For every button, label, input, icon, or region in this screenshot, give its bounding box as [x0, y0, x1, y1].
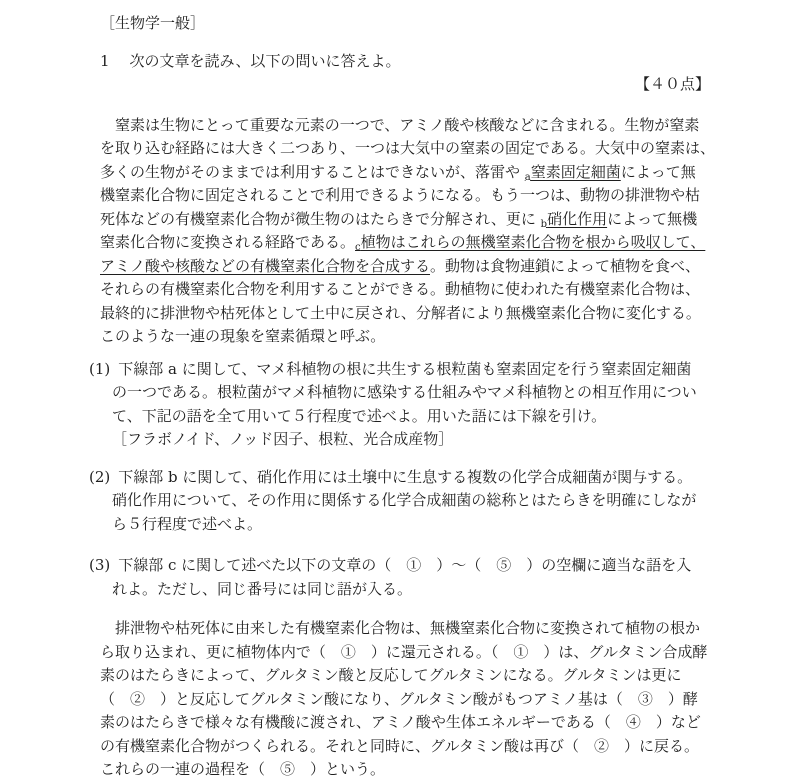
underlined-term-b-text: 硝化作用 — [547, 209, 608, 228]
question-2-text-1: 下線部 b に関して、硝化作用には土壌中に生息する複数の化学合成細菌が関与する。 — [118, 467, 693, 486]
question-1-line-1 — [89, 358, 718, 382]
question-2-line-3: ら５行程度で述べよ。 — [112, 514, 263, 533]
passage-line-9: 最終的に排泄物や枯死体として土中に戻され、分解者により無機窒素化合物に変化する。 — [100, 303, 701, 322]
passage-line-7 — [100, 255, 718, 279]
passage-line-6-pre: 窒素化合物に変換される経路である。 — [100, 233, 356, 251]
passage-line-10: このような一連の現象を窒素循環と呼ぶ。 — [100, 327, 386, 345]
subscript-a: a — [524, 171, 531, 183]
question-2 — [89, 466, 718, 537]
question-3-label: (3) — [89, 556, 111, 574]
fill-in-line-7: これらの一連の過程を（ ⑤ ）という。 — [100, 760, 386, 778]
question-1-line-3: て、下記の語を全て用いて５行程度で述べよ。用いた語には下線を引け。 — [112, 406, 607, 425]
passage-line-7-post: 。動物は食物連鎖によって植物を食べ、 — [430, 256, 701, 275]
passage-line-5-pre: 死体などの有機窒素化合物が微生物のはたらきで分解され、更に — [100, 209, 541, 228]
passage-line-3-post: によって無 — [620, 162, 696, 181]
fill-in-line-4: （ ② ）と反応してグルタミン酸になり、グルタミン酸がもつアミノ基は（ ③ ）酵 — [100, 689, 698, 708]
passage-line-3-pre: 多くの生物がそのままでは利用することはできないが、落雷や — [100, 162, 525, 181]
fill-in-line-5: 素のはたらきで様々な有機酸に渡され、アミノ酸や生体エネルギーである（ ④ ）など — [100, 713, 701, 731]
question-1-line-2: の一つである。根粒菌がマメ科植物に感染する仕組みやマメ科植物との相互作用につい — [112, 383, 697, 401]
fill-in-line-1: 排泄物や枯死体に由来した有機窒素化合物は、無機窒素化合物に変換されて植物の根か — [100, 619, 701, 637]
question-3-text-1: 下線部 c に関して述べた以下の文章の（ ① ）～（ ⑤ ）の空欄に適当な語を入 — [118, 556, 692, 574]
fill-in-line-3: 素のはたらきによって、グルタミン酸と反応してグルタミンになる。グルタミンは更に — [100, 666, 682, 684]
fill-in-passage — [100, 617, 718, 782]
subscript-c: c — [355, 242, 361, 253]
question-intro-text: 次の文章を読み、以下の問いに答えよ。 — [129, 51, 401, 70]
question-number: 1 — [100, 51, 110, 70]
underlined-term-a — [525, 163, 621, 181]
main-passage — [100, 114, 718, 349]
passage-line-3 — [100, 161, 718, 185]
underlined-term-c-text: 植物はこれらの無機窒素化合物を根から吸収して、 — [360, 233, 706, 251]
question-intro-line — [100, 50, 718, 74]
question-3-line-2: れよ。ただし、同じ番号には同じ語が入る。 — [112, 579, 413, 598]
passage-line-1: 窒素は生物にとって重要な元素の一つで、アミノ酸や核酸などに含まれる。生物が窒素 — [100, 115, 700, 134]
question-1-label: (1) — [89, 359, 111, 378]
underlined-term-a-text: 窒素固定細菌 — [530, 162, 621, 181]
subscript-b: b — [540, 218, 548, 230]
fill-in-line-2: ら取り込まれ、更に植物体内で（ ① ）に還元される。（ ① ）は、グルタミン合成酵 — [100, 642, 708, 661]
question-2-label: (2) — [89, 467, 111, 486]
section-header: ［生物学一般］ — [100, 14, 206, 32]
question-3 — [89, 554, 718, 601]
question-2-line-2: 硝化作用について、その作用に関係する化学合成細菌の総称とはたらきを明確にしなが — [112, 491, 697, 509]
passage-line-5-post: によって無機 — [607, 209, 698, 228]
fill-in-line-6: の有機窒素化合物がつくられる。それと同時に、グルタミン酸は再び（ ② ）に戻る。 — [100, 736, 699, 755]
question-1-keyword-list: ［フラボノイド、ノッド因子、根粒、光合成産物］ — [112, 430, 454, 448]
question-1 — [89, 358, 718, 452]
question-2-line-1 — [89, 466, 718, 490]
points-badge: 【４０点】 — [634, 75, 710, 93]
question-3-line-1 — [89, 554, 718, 578]
passage-line-6 — [100, 231, 718, 255]
passage-line-5 — [100, 208, 718, 232]
passage-line-8: それらの有機窒素化合物を利用することができる。動植物に使われた有機窒素化合物は、 — [100, 280, 701, 298]
underlined-term-b — [541, 210, 607, 228]
passage-line-2: を取り込む経路には大きく二つあり、一つは大気中の窒素の固定である。大気中の窒素は、 — [100, 139, 716, 157]
question-1-text-1: 下線部 a に関して、マメ科植物の根に共生する根粒菌も窒素固定を行う窒素固定細菌 — [118, 359, 692, 378]
passage-line-4: 機窒素化合物に固定されることで利用できるようになる。もう一つは、動物の排泄物や枯 — [100, 186, 701, 204]
underlined-term-c-continued: アミノ酸や核酸などの有機窒素化合物を合成する — [100, 256, 431, 275]
underlined-term-c — [355, 233, 705, 251]
